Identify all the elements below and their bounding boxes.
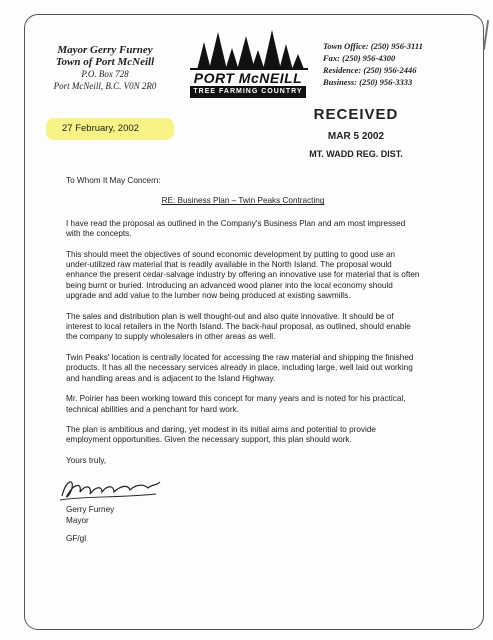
closing: Yours truly, — [66, 455, 107, 465]
logo-tagline: TREE FARMING COUNTRY — [190, 86, 306, 98]
subject-line: RE: Business Plan – Twin Peaks Contracting — [161, 196, 325, 206]
stamp-agency: MT. WADD REG. DIST. — [309, 149, 403, 159]
signer-title: Mayor — [66, 516, 89, 525]
typist-initials: GF/gl — [66, 534, 87, 543]
sender-po-box: P.O. Box 728 — [81, 69, 129, 79]
contact-block — [323, 40, 483, 88]
contact-business: Business: (250) 956-3333 — [323, 77, 413, 87]
received-stamp — [296, 106, 416, 160]
contact-office: Town Office: (250) 956-3111 — [323, 41, 423, 51]
stamp-received: RECEIVED — [313, 106, 399, 123]
letter-date: 27 February, 2002 — [62, 123, 139, 134]
signer-block — [66, 504, 114, 526]
letter-body — [66, 176, 420, 470]
paragraph: The sales and distribution plan is well thought-out and also quite innovative. It should be of interest to local retailers in the North Island. The back-haul proposal, as outlined, should enable the company to supply wholesalers in other areas as well. — [66, 311, 411, 342]
salutation: To Whom It May Concern: — [66, 176, 161, 185]
sender-name: Mayor Gerry Furney — [57, 44, 153, 56]
contact-residence: Residence: (250) 956-2446 — [323, 65, 417, 75]
tree-silhouette-icon — [186, 28, 310, 74]
paragraph: This should meet the objectives of sound economic development by putting to good use an under-utilized raw material that is readily available in the North Island. The proposal would enhance the present cedar-salvage industry by offering an innovative use for material that is often being burnt or buried. Introducing an advanced wood planer into the local economy should upgrade and add value to the lumber now being produced at existing sawmills. — [66, 249, 420, 301]
contact-fax: Fax: (250) 956-4300 — [323, 53, 396, 63]
logo-wordmark: PORT McNEILL — [186, 70, 310, 86]
stamp-date: MAR 5 2002 — [327, 131, 385, 142]
port-mcneill-logo — [186, 28, 310, 102]
paragraph: Twin Peaks' location is centrally located for accessing the raw material and shipping the finished products. It has all the necessary services already in place, including large, well laid out working and handling areas and is adjacent to the Island Highway. — [66, 352, 414, 383]
paragraph: I have read the proposal as outlined in the Company's Business Plan and am most impressed with the concepts. — [66, 218, 406, 239]
paragraph: The plan is ambitious and daring, yet modest in its initial aims and potential to provide employment opportunities. Given the necessary support, this plan should work. — [66, 424, 376, 445]
sender-block — [30, 44, 180, 92]
signer-name: Gerry Furney — [66, 505, 115, 514]
sender-address: Port McNeill, B.C. V0N 2R0 — [53, 81, 157, 91]
sender-town: Town of Port McNeill — [55, 56, 155, 68]
handwritten-signature — [56, 474, 166, 504]
paragraph: Mr. Poirier has been working toward this concept for many years and is noted for his practical, technical abilities and a penchant for hard work. — [66, 394, 406, 414]
